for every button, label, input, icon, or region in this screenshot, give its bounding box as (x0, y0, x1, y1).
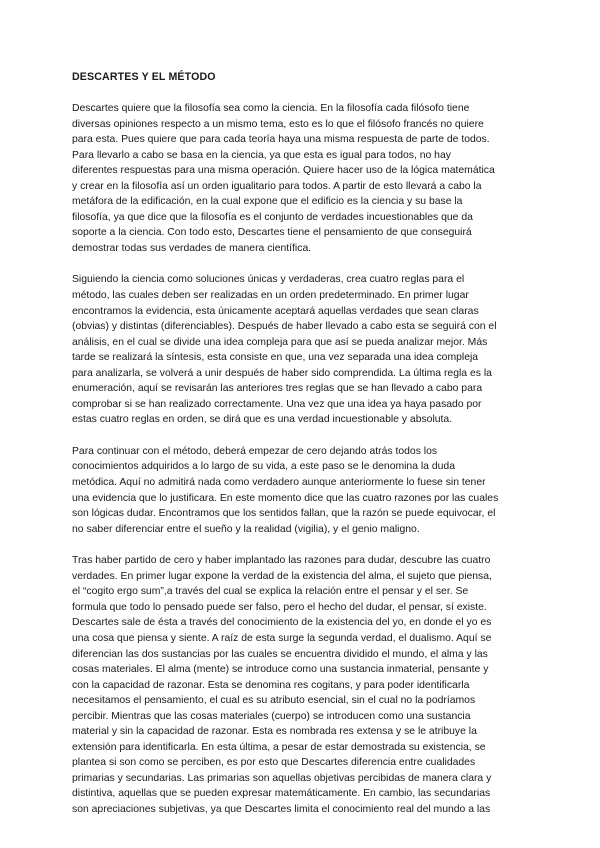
paragraph-4 (72, 553, 530, 817)
text-line: tarde se realizará la síntesis, esta consiste en que, una vez separada una idea compleja (72, 352, 479, 364)
text-line: Para continuar con el método, deberá empezar de cero dejando atrás todos los (72, 445, 438, 457)
text-line: extensión para identificarla. En esta última, a pesar de estar demostrada su existencia, se (72, 741, 486, 753)
text-line: para esta. Pues quiere que para cada teoría haya una misma respuesta de parte de todos. (72, 134, 490, 146)
text-line: necesitamos el pensamiento, el cual es su atributo esencial, sin el cual no la podríamos (72, 695, 476, 707)
text-line: no saber diferenciar entre el sueño y la realidad (vigilia), y el genio maligno. (72, 523, 420, 535)
text-line: comprobar si se han realizado correctamente. Una vez que una idea ya haya pasado por (72, 398, 482, 410)
text-line: análisis, en el cual se divide una idea compleja para que así se pueda analizar mejor. Más (72, 336, 488, 348)
text-line: enumeración, aquí se revisarán las anteriores tres reglas que se han llevado a cabo para (72, 383, 483, 395)
text-line: diferentes respuestas para una misma operación. Quiere hacer uso de la lógica matemática (72, 165, 495, 177)
text-line: plantea si son como se perciben, es por esto que Descartes diferencia entre cualidades (72, 757, 476, 769)
text-line: (obvias) y distintas (diferenciables). Después de haber llevado a cabo esta se seguirá con el (72, 321, 497, 333)
text-line: filosofía, ya que dice que la filosofía es el conjunto de verdades incuestionables que da (72, 211, 473, 223)
text-line: material y sin la capacidad de razonar. Esta es nombrada res extensa y se le atribuye la (72, 726, 477, 738)
text-line: Siguiendo la ciencia como soluciones únicas y verdaderas, crea cuatro reglas para el (72, 274, 465, 286)
text-line: son lógicas dudar. Encontramos que los sentidos fallan, que la razón se puede equivocar, el (72, 508, 496, 520)
text-line: demostrar todas sus verdades de manera científica. (72, 242, 312, 254)
paragraph-2 (72, 272, 530, 427)
text-line: verdades. En primer lugar expone la verdad de la existencia del alma, el sujeto que piensa, (72, 570, 492, 582)
text-line: con la capacidad de razonar. Esta se denomina res cogitans, y para poder identificarla (72, 679, 470, 691)
paragraph-3 (72, 444, 530, 537)
text-line: primarias y secundarias. Las primarias son aquellas objetivas percibidas de manera clara y (72, 772, 492, 784)
text-line: metódica. Aquí no admitirá nada como verdadero aunque anteriormente lo fuese sin tener (72, 477, 486, 489)
text-line: una evidencia que lo justificara. En este momento dice que las cuatro razones por las cuales (72, 492, 499, 504)
text-line: formula que todo lo pensado puede ser falso, pero el hecho del dudar, el pensar, sí existe. (72, 601, 487, 613)
text-line: una cosa que piensa y siente. A raíz de esta surge la segunda verdad, el dualismo. Aquí se (72, 632, 492, 644)
text-line: cosas materiales. El alma (mente) se introduce como una sustancia inmaterial, pensante y (72, 664, 489, 676)
text-line: para analizarla, se volverá a unir después de haber sido comprendida. La última regla es la (72, 367, 492, 379)
text-line: conocimientos adquiridos a lo largo de su vida, a este paso se le denomina la duda (72, 461, 455, 473)
paragraph-1 (72, 101, 530, 256)
text-line: encontramos la evidencia, esta únicamente aceptará aquellas verdades que sean claras (72, 305, 479, 317)
text-line: Tras haber partido de cero y haber implantado las razones para dudar, descubre las cuatro (72, 555, 491, 567)
document-body (72, 101, 530, 818)
text-line: diferencian las dos sustancias por las cuales se encuentra dividido el mundo, el alma y las (72, 648, 488, 660)
text-line: distintiva, aquellas que se pueden expresar matemáticamente. En cambio, las secundarias (72, 788, 491, 800)
text-line: el “cogito ergo sum”,a través del cual se explica la relación entre el pensar y el ser. Se (72, 586, 469, 598)
text-line: metáfora de la edificación, en la cual expone que el edificio es la ciencia y su base la (72, 196, 463, 208)
text-line: estas cuatro reglas en orden, se dirá que es una verdad incuestionable y absoluta. (72, 414, 453, 426)
text-line: percibir. Mientras que las cosas materiales (cuerpo) se introducen como una sustancia (72, 710, 471, 722)
text-line: son apreciaciones subjetivas, ya que Descartes limita el conocimiento real del mundo a las (72, 803, 491, 815)
document-page (72, 70, 530, 834)
text-line: diversas opiniones respecto a un mismo tema, esto es lo que el filósofo francés no quiere (72, 118, 484, 130)
text-line: Descartes quiere que la filosofía sea como la ciencia. En la filosofía cada filósofo tiene (72, 103, 470, 114)
document-title: DESCARTES Y EL MÉTODO (72, 71, 216, 83)
text-line: Para llevarlo a cabo se basa en la ciencia, ya que esta es igual para todos, no hay (72, 149, 451, 161)
text-line: soporte a la ciencia. Con todo esto, Descartes tiene el pensamiento de que conseguirá (72, 227, 472, 239)
text-line: método, las cuales deben ser realizadas en un orden predeterminado. En primer lugar (72, 290, 469, 302)
text-line: Descartes sale de ésta a través del conocimiento de la existencia del yo, en donde el yo es (72, 617, 492, 629)
text-line: y crear en la filosofía así un orden igualitario para todos. A partir de esto llevará a cabo la (72, 180, 482, 192)
